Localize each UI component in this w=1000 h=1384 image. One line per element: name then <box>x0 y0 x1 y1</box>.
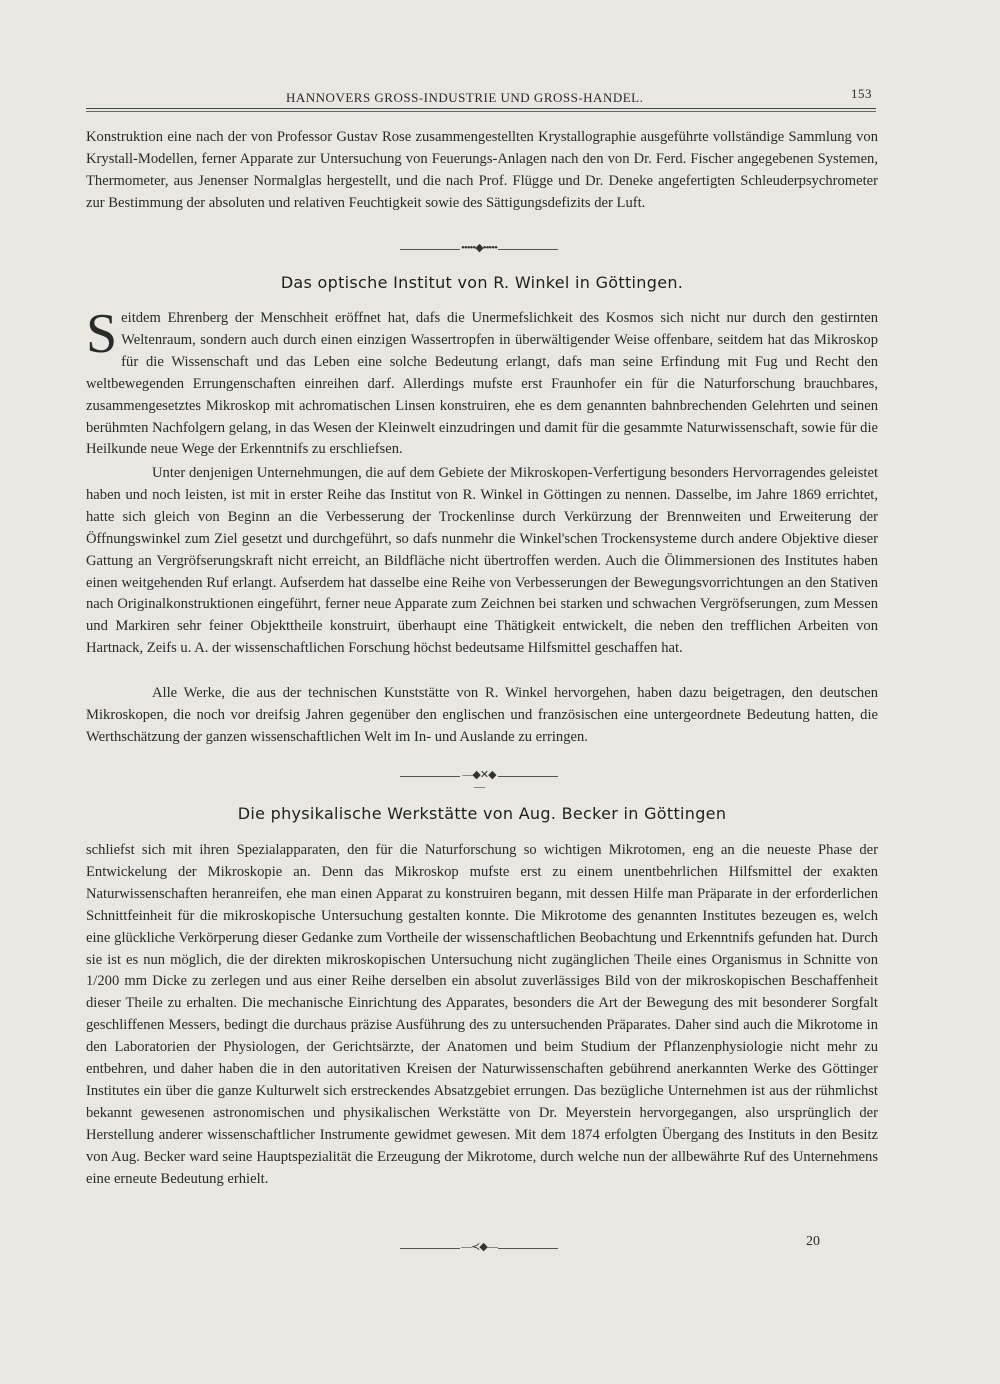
header-rule <box>86 108 876 109</box>
page-number: 153 <box>851 86 872 101</box>
winkel-paragraph-1-text: eitdem Ehrenberg der Menschheit eröffnet hat, dafs die Unermefslichkeit des Kosmos sich nicht nur durch den gestirnten Weltenraum, sondern auch durch einen einzigen Wassertropfen in überwältigender Weise offenbare, seitdem hat das Mikroskop für die Wissenschaft und das Leben eine solche Bedeutung erlangt, dafs man seine Erfindung mit Fug und Recht den weltbewegenden Errungenschaften einreihen darf. Allerdings mufste erst Fraunhofer ein für die Naturforschung brauchbares, zusammengesetztes Mikroskop mit achromatischen Linsen konstruiren, ehe es dem genannten bahnbrechenden Gelehrten und seinen berühmten Nachfolgern gelang, in das Wesen der Kleinwelt einzudringen und damit für die gesammte Naturwissenschaft, sowie für die Heilkunde neue Wege der Erkenntnifs zu erschliefsen. <box>86 310 878 458</box>
ornament-divider-1 <box>400 242 558 255</box>
header-rule-thin <box>86 111 876 112</box>
signature-number: 20 <box>806 1234 820 1249</box>
winkel-paragraph-1 <box>86 303 878 461</box>
winkel-paragraph-2: Unter denjenigen Unternehmungen, die auf dem Gebiete der Mikroskopen-Verfertigung besonders Hervorragendes geleistet haben und noch leisten, ist mit in erster Reihe das Institut von R. Winkel in Göttingen zu nennen. Dasselbe, im Jahre 1869 errichtet, hatte sich gleich von Beginn an die Verbesserung der Trockenlinse durch Verkürzung der Brennweiten und Erweiterung der Öffnungswinkel zum Ziel gesetzt und durchgeführt, so dafs nunmehr die Winkel'schen Trockensysteme durch andere Objektive dieser Gattung an Vergröfserungskraft nicht erreicht, an Bildfläche nicht übertroffen werden. Auch die Ölimmersionen des Institutes haben einen weitgehenden Ruf erlangt. Aufserdem hat dasselbe eine Reihe von Verbesserungen der Bewegungsvorrichtungen an den Stativen nach Originalkonstruktionen eingeführt, ferner neue Apparate zum Zeichnen bei starken und schwachen Vergröfserungen, zum Messen und Markiren sehr feiner Objekttheile konstruirt, überhaupt eine Thätigkeit entwickelt, die neben den trefflichen Arbeiten von Hartnack, Zeifs u. A. der wissenschaftlichen Forschung höchst bedeutsame Hilfsmittel geschaffen hat. <box>86 465 878 657</box>
ornament-divider-2 <box>400 769 558 793</box>
ornament-mark: —≺◆— <box>461 1241 497 1253</box>
section-title-becker: Die physikalische Werkstätte von Aug. Becker in Göttingen <box>237 804 727 823</box>
becker-paragraph-1: schliefst sich mit ihren Spezialapparaten, den für die Naturforschung so wichtigen Mikrotomen, eng an die neueste Phase der Entwickelung der Mikroskopie an. Denn das Mikroskop mufste erst zu einem unentbehrlichen Hilfsmittel der exakten Naturwissenschaften heranreifen, ehe man einen Apparat zu konstruiren begann, mit dessen Hilfe man Präparate in der erforderlichen Schnittfeinheit für die mikroskopische Untersuchung gestalten konnte. Die Mikrotome des genannten Institutes bezeugen es, welch eine glückliche Verkörperung dieser Gedanke zum Vortheile der wissenschaftlichen Beobachtung und Erkenntnifs gefunden hat. Durch sie ist es nun möglich, die der direkten mikroskopischen Untersuchung nicht zugänglichen Theile eines Organismus in Schnitte von 1/200 mm Dicke zu zerlegen und aus einer Reihe derselben ein absolut zuverlässiges Bild von der mikroskopischen Beschaffenheit dieser Theile zu erhalten. Die mechanische Einrichtung des Apparates, besonders die Art der Bewegung des mit besonderer Sorgfalt geschliffenen Messers, bedingt die durchaus präzise Ausführung des zu untersuchenden Präparates. Daher sind auch die Mikrotome in den Laboratorien der Physiologen, der Gerichtsärzte, der Anatomen und beim Studium der Pflanzenphysiologie nicht mehr zu entbehren, und daher haben die in den autoritativen Kreisen der Naturwissenschaften gebührend anerkannten Werke des Göttinger Institutes ein über die ganze Kulturwelt sich erstreckendes Absatzgebiet errungen. Das bezügliche Unternehmen ist aus der rühmlichst bekannt gewesenen astronomischen und physikalischen Werkstätte von Dr. Meyerstein hervorgegangen, also ursprünglich der Herstellung anderer wissenschaftlicher Instrumente gewidmet gewesen. Mit dem 1874 erfolgten Übergang des Instituts in den Besitz von Aug. Becker ward seine Hauptspezialität die Erzeugung der Mikrotome, durch welche nun der allbewährte Ruf des Unternehmens eine erneute Bedeutung erhielt. <box>86 842 878 1187</box>
winkel-paragraph-3: Alle Werke, die aus der technischen Kunststätte von R. Winkel hervorgehen, haben dazu beigetragen, den deutschen Mikroskopen, die noch vor dreifsig Jahren gegenüber den englischen und französischen eine untergeordnete Bedeutung hatten, die Werthschätzung der ganzen wissenschaftlichen Welt im In- und Auslande zu erringen. <box>86 685 878 745</box>
ornament-mark: •••••◆••••• <box>461 242 497 254</box>
running-title: HANNOVERS GROSS-INDUSTRIE UND GROSS-HANDEL. <box>286 90 644 105</box>
ornament-mark: —◆✕◆— <box>460 768 498 793</box>
intro-paragraph: Konstruktion eine nach der von Professor Gustav Rose zusammengestellten Krystallographie ausgeführte vollständige Sammlung von Krystall-Modellen, ferner Apparate zur Untersuchung von Feuerungs-Anlagen nach den von Dr. Ferd. Fischer angegebenen Systemen, Thermometer, aus Jenenser Normalglas hergestellt, und die nach Prof. Flügge und Dr. Deneke angefertigten Schleuderpsychrometer zur Bestimmung der absoluten und relativen Feuchtigkeit sowie des Sättigungsdefizits der Luft. <box>86 129 878 211</box>
section-title-winkel: Das optische Institut von R. Winkel in Göttingen. <box>280 273 684 292</box>
drop-cap: S <box>86 303 118 365</box>
ornament-divider-3 <box>400 1241 558 1254</box>
